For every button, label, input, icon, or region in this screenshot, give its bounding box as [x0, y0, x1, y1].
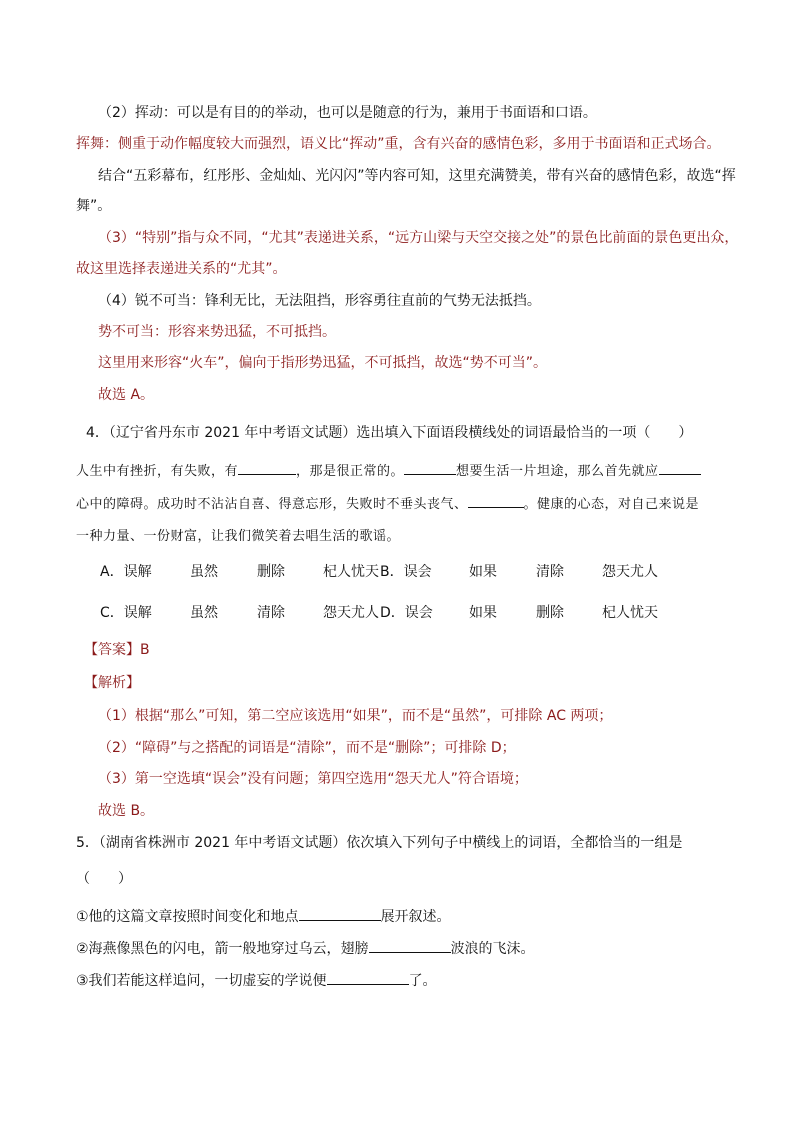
option-d-word-3: 删除 [536, 605, 564, 621]
fill-blank-2 [404, 460, 456, 475]
passage-text: 人生中有挫折，有失败，有 [76, 464, 239, 479]
answer-value: B [140, 642, 150, 658]
question-text: 4．（辽宁省丹东市 2021 年中考语文试题）选出填入下面语段横线处的词语最恰当的一项（ ） [86, 425, 693, 441]
option-b-word-2: 如果 [469, 564, 497, 580]
question-4-passage-line [76, 460, 701, 482]
question-5-stem [76, 869, 132, 889]
option-d-word-2: 如果 [469, 605, 497, 621]
analysis-text: （1）根据“那么”可知，第二空应该选用“如果”，而不是“虽然”，可排除 AC 两项； [98, 708, 613, 724]
fill-blank-4 [468, 493, 524, 508]
option-c-word-4: 怨天尤人 [323, 605, 379, 621]
analysis-conclusion [98, 385, 154, 405]
analysis-text: 挥舞：侧重于动作幅度较大而强烈，语义比“挥动”重，含有兴奋的感情色彩，多用于书面语和正式场合。 [76, 136, 721, 152]
question-4-passage-line [76, 527, 400, 547]
question-5-stem [76, 833, 682, 853]
option-a-word-3: 删除 [257, 564, 285, 580]
question-text: 5．（湖南省株洲市 2021 年中考语文试题）依次填入下列句子中横线上的词语，全都恰当的一组是 [76, 835, 683, 851]
analysis-heading [84, 673, 140, 693]
analysis-paragraph [76, 259, 287, 279]
analysis-text: （3）第一空选填“误会”没有问题；第四空选用“怨天尤人”符合语境； [98, 771, 528, 787]
fill-blank-3 [659, 460, 701, 475]
question-text: （ ） [76, 871, 132, 887]
analysis-line [98, 706, 612, 726]
option-b-word-4: 怨天尤人 [602, 564, 658, 580]
fill-blank-2 [369, 938, 451, 953]
analysis-paragraph [76, 196, 111, 216]
analysis-paragraph [98, 166, 736, 186]
passage-text: 心中的障碍。成功时不沾沾自喜、得意忘形，失败时不垂头丧气、 [76, 497, 468, 512]
analysis-text: 势不可当：形容来势迅猛，不可抵挡。 [98, 324, 336, 340]
analysis-paragraph [98, 228, 738, 248]
question-4-stem [86, 423, 692, 443]
sentence-text: ①他的这篇文章按照时间变化和地点 [76, 909, 299, 925]
analysis-text: 故选 B。 [98, 803, 155, 819]
analysis-tag: 【解析】 [84, 675, 140, 691]
fill-blank-1 [299, 906, 381, 921]
analysis-text: 结合“五彩幕布，红彤彤、金灿灿、光闪闪”等内容可知，这里充满赞美，带有兴奋的感情色彩，故选“挥 [98, 168, 736, 184]
option-b-word-3: 清除 [536, 564, 564, 580]
option-b-label[interactable]: B．误会 [380, 564, 432, 580]
sentence-text: 了。 [408, 973, 437, 989]
answer-line [84, 640, 150, 660]
sentence-text: ②海燕像黑色的闪电，箭一般地穿过乌云，翅膀 [76, 941, 369, 957]
analysis-paragraph [98, 353, 547, 373]
analysis-text: （3）“特别”指与众不同，“尤其”表递进关系，“远方山梁与天空交接之处”的景色比前面的景色更出众， [98, 230, 739, 246]
option-c-label[interactable]: C．误解 [100, 605, 152, 621]
question-5-sentence [76, 970, 437, 991]
fill-blank-1 [238, 460, 296, 475]
option-c-word-2: 虽然 [190, 605, 218, 621]
sentence-text: ③我们若能这样追问，一切虚妄的学说便 [76, 973, 327, 989]
analysis-paragraph [76, 134, 721, 154]
option-d-word-4: 杞人忧天 [602, 605, 658, 621]
passage-text: 。健康的心态，对自己来说是 [523, 497, 700, 512]
passage-text: ，那是很正常的。 [296, 464, 405, 479]
analysis-text: 舞”。 [76, 198, 112, 214]
answer-tag: 【答案】 [84, 642, 140, 658]
option-a-word-4: 杞人忧天 [323, 564, 379, 580]
analysis-line [98, 769, 528, 789]
fill-blank-3 [327, 970, 409, 985]
analysis-paragraph [98, 103, 597, 123]
analysis-conclusion [98, 801, 154, 821]
passage-text: 想要生活一片坦途，那么首先就应 [456, 464, 659, 479]
option-d-label[interactable]: D．误会 [380, 605, 433, 621]
sentence-text: 展开叙述。 [380, 909, 451, 925]
analysis-paragraph [98, 291, 541, 311]
option-a-word-2: 虽然 [190, 564, 218, 580]
question-5-sentence [76, 906, 451, 927]
passage-text: 一种力量、一份财富，让我们微笑着去唱生活的歌谣。 [76, 529, 401, 544]
analysis-paragraph [98, 322, 336, 342]
analysis-text: 这里用来形容“火车”，偏向于指形势迅猛，不可抵挡，故选“势不可当”。 [98, 355, 548, 371]
analysis-text: 故选 A。 [98, 387, 155, 403]
option-a-label[interactable]: A．误解 [100, 564, 152, 580]
question-4-passage-line [76, 493, 699, 515]
analysis-text: 故这里选择表递进关系的“尤其”。 [76, 261, 287, 277]
analysis-line [98, 738, 516, 758]
option-c-word-3: 清除 [257, 605, 285, 621]
sentence-text: 波浪的飞沫。 [450, 941, 535, 957]
analysis-text: （2）“障碍”与之搭配的词语是“清除”，而不是“删除”；可排除 D； [98, 740, 516, 756]
question-5-sentence [76, 938, 535, 959]
analysis-text: （4）锐不可当：锋利无比，无法阻挡，形容勇往直前的气势无法抵挡。 [98, 293, 541, 309]
analysis-text: （2）挥动：可以是有目的的举动，也可以是随意的行为，兼用于书面语和口语。 [98, 105, 597, 121]
